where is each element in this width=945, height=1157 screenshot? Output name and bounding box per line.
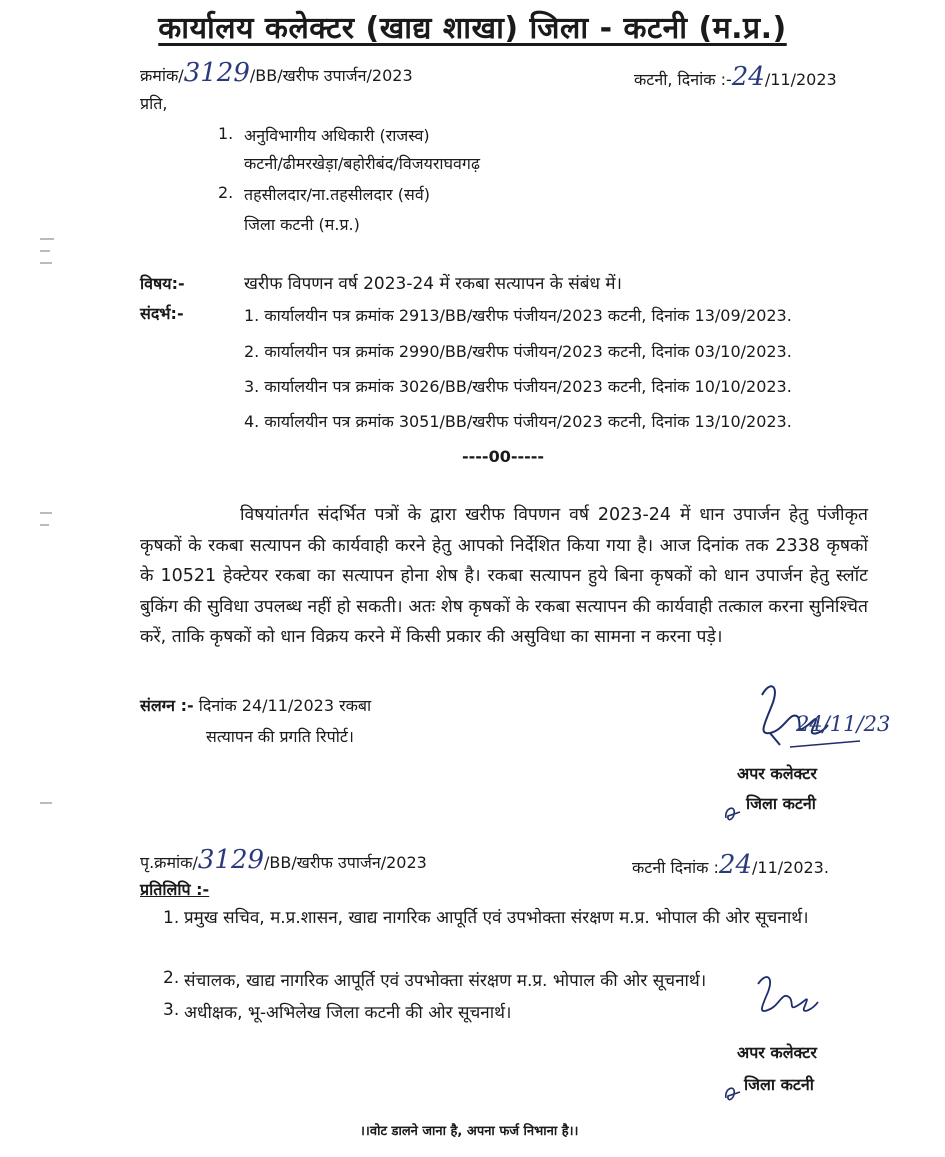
subject-text: खरीफ विपणन वर्ष 2023-24 में रकबा सत्यापन के संबंध में। [244,274,622,294]
reference-item-3: 3. कार्यालयीन पत्र क्रमांक 3026/BB/खरीफ पंजीयन/2023 कटनी, दिनांक 10/10/2023. [244,377,792,396]
signatory-1-title: अपर कलेक्टर [737,764,817,783]
subject-label: विषय:- [140,274,185,293]
signature-2 [748,968,828,1028]
reference-item-2: 2. कार्यालयीन पत्र क्रमांक 2990/BB/खरीफ पंजीयन/2023 कटनी, दिनांक 03/10/2023. [244,342,792,361]
signature-1-date: 24/11/23 [796,712,891,736]
signatory-2-title: अपर कलेक्टर [737,1043,817,1062]
initial-mark-1 [722,800,744,824]
scan-speck [40,512,52,514]
date-handwritten-day: 24 [731,62,765,92]
signatory-1-district: जिला कटनी [746,794,816,813]
scan-speck [40,238,54,240]
reference-label: संदर्भ:- [140,304,184,323]
enclosure [140,694,371,716]
copy-ref-number [140,845,427,875]
copy-label: प्रतिलिपि :- [140,880,210,899]
office-title: कार्यालय कलेक्टर (खाद्य शाखा) जिला - कटनी (म.प्र.) [158,11,787,46]
ref-suffix: /BB/खरीफ उपार्जन/2023 [249,66,413,85]
body-paragraph: विषयांतर्गत संदर्भित पत्रों के द्वारा खरीफ विपणन वर्ष 2023-24 में धान उपार्जन हेतु पंजीकृत कृषकों के रकबा सत्यापन की कार्यवाही करने हेतु आपको निर्देशित किया गया है। आज दिनांक तक 2338 कृषकों के 10521 हेक्टेयर रकबा का सत्यापन होना शेष है। रकबा सत्यापन हुये बिना कृषकों को धान उपार्जन हेतु स्लॉट बुकिंग की सुविधा उपलब्ध नहीं हो सकती। अतः शेष कृषकों के रकबा सत्यापन की कार्यवाही तत्काल करना सुनिश्चित करें, ताकि कृषकों को धान विक्रय करने में किसी प्रकार की असुविधा का सामना न करना पड़े। [140,505,868,647]
copy-ref-suffix: /BB/खरीफ उपार्जन/2023 [264,853,427,872]
recipient-2-num: 2. [218,183,234,202]
copy-date-handwritten-day: 24 [718,850,752,880]
copy-ref-prefix: पृ.क्रमांक/ [140,853,198,872]
letter-ref-number [140,58,413,88]
recipient-1-line2: कटनी/ढीमरखेड़ा/बहोरीबंद/विजयराघवगढ़ [244,154,480,173]
copy-item-2-num: 2. [163,968,180,988]
signatory-2-district: जिला कटनी [744,1075,814,1094]
scan-speck [40,250,50,252]
initial-mark-2 [722,1080,744,1104]
ref-handwritten-number: 3129 [183,58,250,88]
date-suffix: /11/2023 [764,70,837,89]
scan-speck [40,802,52,804]
separator: ----00----- [462,447,545,466]
reference-item-1: 1. कार्यालयीन पत्र क्रमांक 2913/BB/खरीफ पंजीयन/2023 कटनी, दिनांक 13/09/2023. [244,306,792,325]
copy-item-3: अधीक्षक, भू-अभिलेख जिला कटनी की ओर सूचनार्थ। [184,1003,512,1023]
scan-speck [40,262,52,264]
copy-date-suffix: /11/2023. [752,858,829,877]
enclosure-line2: सत्यापन की प्रगति रिपोर्ट। [206,727,354,746]
copy-ref-handwritten-number: 3129 [197,845,265,875]
prati-label: प्रति, [140,94,168,113]
copy-date [632,850,829,880]
scan-speck [40,524,49,526]
copy-item-1: प्रमुख सचिव, म.प्र.शासन, खाद्य नागरिक आपूर्ति एवं उपभोक्ता संरक्षण म.प्र. भोपाल की ओर सूचनार्थ। [184,908,809,928]
copy-item-2: संचालक, खाद्य नागरिक आपूर्ति एवं उपभोक्ता संरक्षण म.प्र. भोपाल की ओर सूचनार्थ। [184,971,707,991]
recipient-2-line2: जिला कटनी (म.प्र.) [244,215,360,234]
copy-item-1-num: 1. [163,908,180,928]
recipient-1-line1: अनुविभागीय अधिकारी (राजस्व) [244,126,430,145]
ref-prefix: क्रमांक/ [140,66,184,85]
enclosure-label: संलग्न :- [140,696,194,715]
footer-motto: ।।वोट डालने जाना है, अपना फर्ज निभाना है।। [360,1124,579,1139]
date-prefix: कटनी, दिनांक :- [634,70,732,89]
enclosure-line1: दिनांक 24/11/2023 रकबा [198,696,372,715]
recipient-1-num: 1. [218,124,234,143]
recipient-2-line1: तहसीलदार/ना.तहसीलदार (सर्व) [244,185,430,204]
reference-item-4: 4. कार्यालयीन पत्र क्रमांक 3051/BB/खरीफ पंजीयन/2023 कटनी, दिनांक 13/10/2023. [244,412,792,431]
copy-date-prefix: कटनी दिनांक : [632,858,719,877]
letter-date [634,62,837,92]
copy-item-3-num: 3. [163,1000,180,1020]
